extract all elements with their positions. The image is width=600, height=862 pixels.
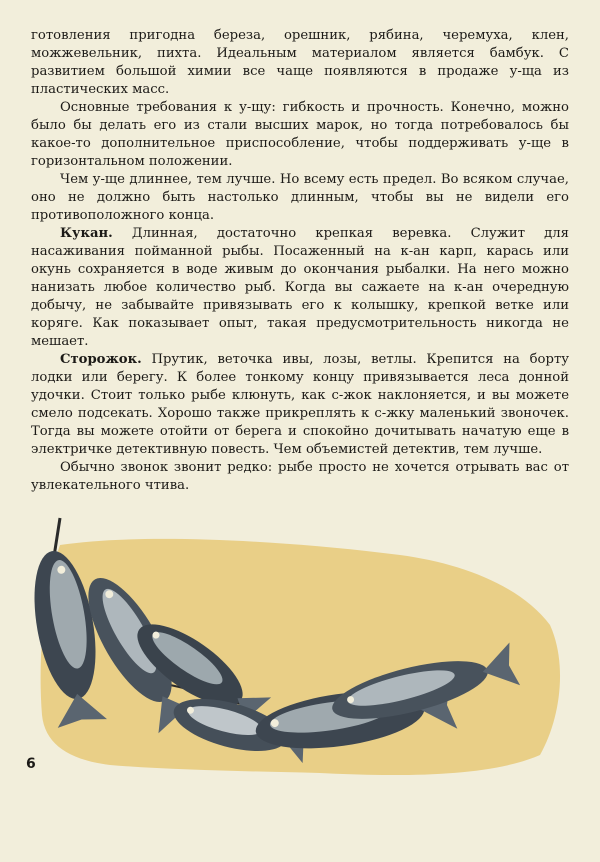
body-text [31, 27, 569, 495]
term-storozhok: Сторожок. [60, 352, 142, 367]
term-kukan: Кукан. [60, 226, 113, 241]
paragraph-kukan [31, 225, 569, 351]
paragraph-3: Чем у-ще длиннее, тем лучше. Но всему есть предел. Во всяком случае, оно не должно быть настолько длинным, чтобы вы не видели его противоположного конца. [31, 172, 569, 223]
paragraph-storozhok [31, 351, 569, 459]
page-number: 6 [26, 756, 36, 772]
paragraph-1: готовления пригодна береза, орешник, рябина, черемуха, клен, можжевельник, пихта. Идеальным материалом является бамбук. С развитием большой химии все чаще появляются в продаже у-ща из пластических масс. [31, 28, 569, 97]
paragraph-2: Основные требования к у-щу: гибкость и прочность. Конечно, можно было бы делать его из стали высших марок, но тогда потребовалось бы какое-то дополнительное приспособление, чтобы поддерживать у-ще в горизонтальном положении. [31, 100, 569, 169]
fish-on-stringer-illustration [20, 515, 580, 815]
definition-kukan: Длинная, достаточно крепкая веревка. Служит для насаживания пойманной рыбы. Посаженный на к-ан карп, карась или окунь сохраняется в воде живым до окончания рыбалки. На него можно нанизать любое количество рыб. Когда вы сажаете на к-ан очередную добычу, не забывайте привязывать его к колышку, крепкой ветке или коряге. Как показывает опыт, такая предусмотрительность никогда не мешает. [31, 226, 569, 349]
definition-storozhok: Прутик, веточка ивы, лозы, ветлы. Крепится на борту лодки или берегу. К более тонкому концу привязывается леса донной удочки. Стоит только рыбе клюнуть, как с-жок наклоняется, и вы можете смело подсекать. Хорошо также прикреплять к с-жку маленький звоночек. Тогда вы можете отойти от берега и спокойно дочитывать начатую еще в электричке детективную повесть. Чем объемистей детектив, тем лучше. [31, 352, 569, 457]
paragraph-6: Обычно звонок звонит редко: рыбе просто не хочется отрывать вас от увлекательного чтива. [31, 460, 569, 493]
